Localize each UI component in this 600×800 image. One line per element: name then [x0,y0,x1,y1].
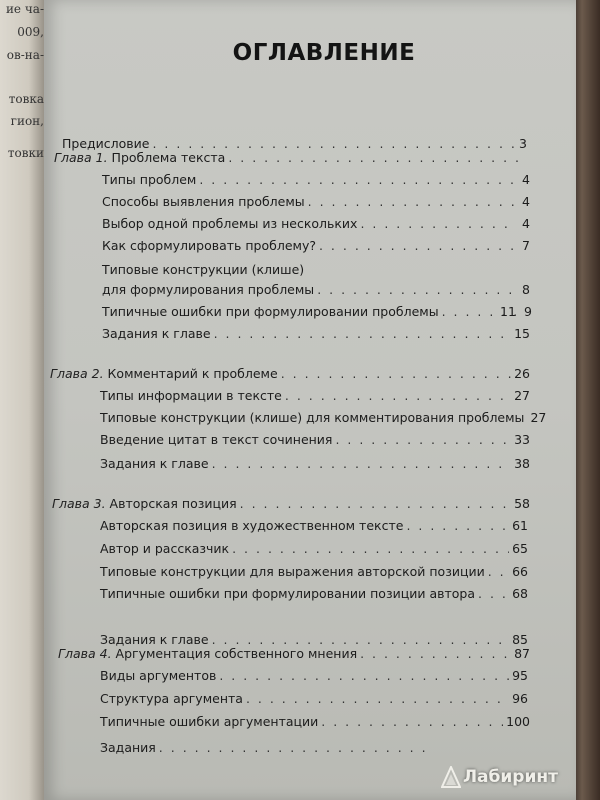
toc-item [102,304,532,319]
leader-dots [212,632,510,647]
leader-dots [308,194,517,209]
toc-page-number: 66 [512,564,528,579]
toc-preface [62,108,527,151]
toc-page-number: 95 [512,668,528,683]
watermark-text: Лабиринт [462,767,558,787]
toc-chapter [58,646,530,661]
watermark-logo [441,766,558,788]
toc-item [100,410,547,425]
toc-item [102,216,530,231]
toc-label: Задания [100,740,156,755]
toc-item [102,238,530,253]
toc-label: Типичные ошибки аргументации [100,714,319,729]
toc-page-number: 7 [522,238,530,253]
leader-dots [232,541,509,556]
leader-dots [281,366,511,381]
toc-chapter [52,496,530,511]
left-page-edge [0,0,48,800]
toc-label: Виды аргументов [100,668,217,683]
leader-dots [199,172,517,187]
leader-dots [228,150,526,165]
toc-page-number: 100 [506,714,530,729]
toc-item [100,432,530,447]
chapter-title: Комментарий к проблеме [107,366,278,381]
leader-dots [240,496,511,511]
toc-page-number: 27 [514,388,530,403]
toc-label: Введение цитат в текст сочинения [100,432,333,447]
toc-chapter [54,150,529,165]
leader-dots [321,714,503,729]
toc-page-number: 26 [514,366,530,381]
toc-page-number: 96 [512,691,528,706]
leader-dots [360,646,511,661]
toc-page-number: 3 [519,136,527,151]
toc-item [100,518,528,533]
toc-label: Типичные ошибки при формулировании позиции автора [100,586,475,601]
toc-page-number: 38 [514,456,530,471]
chapter-title: Аргументация собственного мнения [115,646,358,661]
left-page-text: гион, [10,114,44,128]
toc-label: Типы проблем [102,172,197,187]
toc-page-number: 85 [512,632,528,647]
leader-dots [360,216,517,231]
left-page-text: ов-на- [6,48,44,62]
toc-label: Задания к главе [100,456,209,471]
toc-page-number: 27 [530,410,547,425]
leader-dots [219,668,509,683]
leader-dots [285,388,511,403]
labyrinth-logo-icon [441,766,461,788]
toc-chapter [50,366,530,381]
toc-page-number: 4 [522,172,530,187]
toc-label: Типовые конструкции для выражения авторской позиции [100,564,485,579]
toc-page-number: 65 [512,541,528,556]
toc-item [102,194,530,209]
toc-item [100,586,528,601]
toc-page-number: 61 [512,518,528,533]
left-page-text: 009, [17,25,44,39]
chapter-prefix: Глава 3. [52,496,106,511]
toc-label: Способы выявления проблемы [102,194,305,209]
toc-label: Типичные ошибки при формулировании проблемы [102,304,439,319]
toc-page-number: 33 [514,432,530,447]
toc-label: Задания к главе [100,632,209,647]
leader-dots [317,282,517,297]
leader-dots [212,456,512,471]
toc-label: Типовые конструкции (клише) для комментирования проблемы [100,410,525,425]
toc-page-number: 4 [522,216,530,231]
toc-item [100,564,528,579]
left-page-text: товки [7,146,44,160]
leader-dots [478,586,509,601]
leader-dots [246,691,509,706]
toc-page-number: 87 [514,646,530,661]
toc-label: Задания к главе [102,326,211,341]
toc-label: Предисловие [62,136,150,151]
toc-item [100,541,528,556]
leader-dots [335,432,511,447]
leader-dots [214,326,512,341]
toc-item [102,282,530,297]
toc-item [100,714,530,729]
leader-dots [319,238,517,253]
toc-label: Авторская позиция в художественном тексте [100,518,404,533]
toc-page-number: 58 [514,496,530,511]
chapter-prefix: Глава 1. [54,150,108,165]
chapter-prefix: Глава 4. [58,646,112,661]
left-page-text: ие ча- [5,2,44,16]
toc-label: Как сформулировать проблему? [102,238,316,253]
chapter-prefix: Глава 2. [50,366,104,381]
toc-item [100,388,530,403]
toc-item [100,456,530,471]
toc-page-number: 15 [514,326,530,341]
left-page-text: товка [8,92,44,106]
toc-item [100,691,528,706]
toc-item [100,740,430,755]
toc-page-number: 68 [512,586,528,601]
toc-item [102,172,530,187]
page-title: ОГЛАВЛЕНИЕ [232,40,416,66]
toc-label: для формулирования проблемы [102,282,315,297]
toc-label: Типы информации в тексте [100,388,282,403]
toc-label: Типовые конструкции (клише) [102,262,305,277]
toc-page-number: 4 [522,194,530,209]
toc-label: Структура аргумента [100,691,243,706]
toc-label: Автор и рассказчик [100,541,230,556]
leader-dots [152,136,514,151]
chapter-title: Проблема текста [111,150,226,165]
toc-page [44,0,576,800]
toc-page-number: 11 [500,304,516,319]
toc-item [102,326,530,341]
toc-item [100,608,528,647]
toc-page-number: 9 [524,304,532,319]
toc-label: Выбор одной проблемы из нескольких [102,216,358,231]
leader-dots [488,564,509,579]
toc-page-number: 8 [522,282,530,297]
leader-dots [406,518,509,533]
chapter-title: Авторская позиция [109,496,237,511]
toc-item [100,668,528,683]
leader-dots [159,740,427,755]
